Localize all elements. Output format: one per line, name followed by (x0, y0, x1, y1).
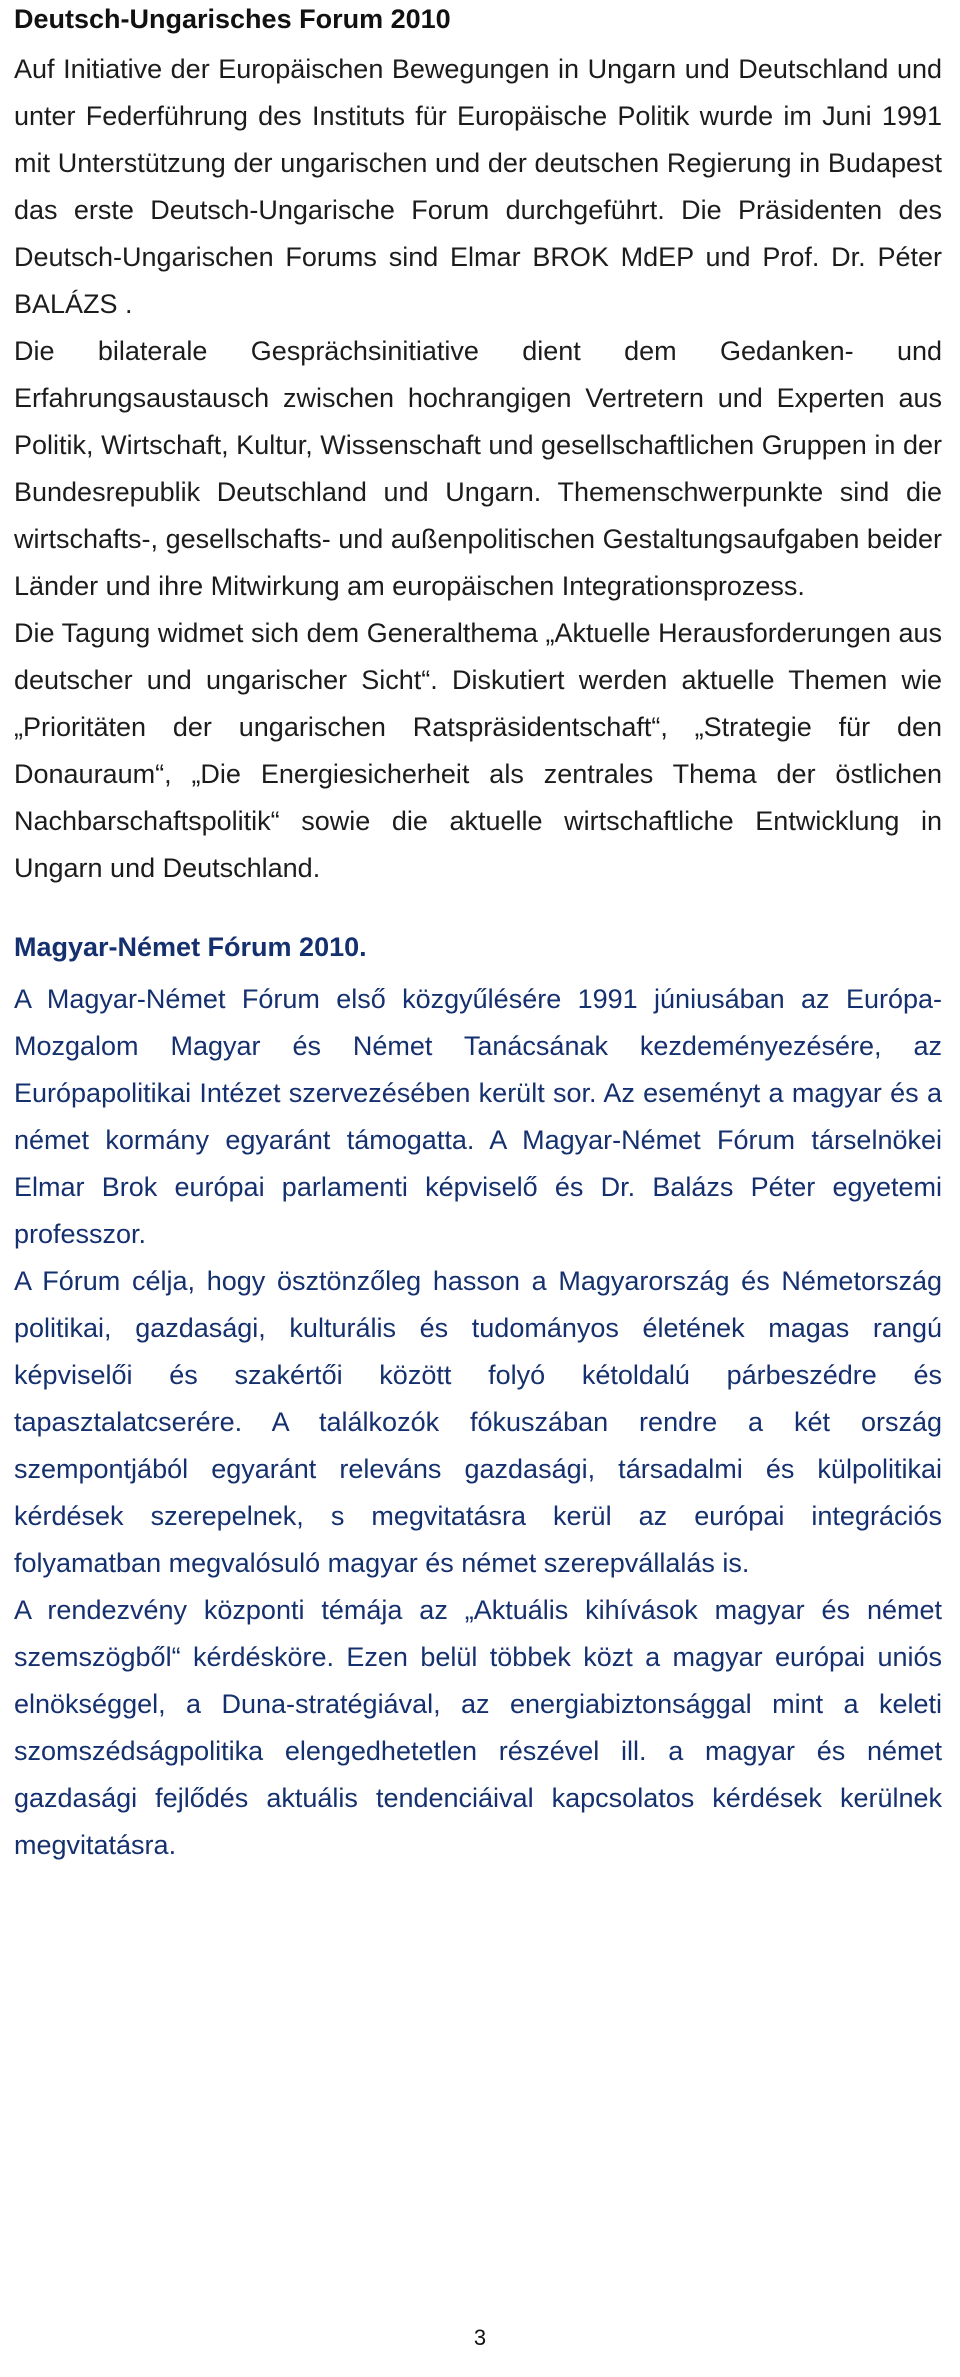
german-paragraph-1: Auf Initiative der Europäischen Bewegungen in Ungarn und Deutschland und unter Federführung des Instituts für Europäische Politik wurde im Juni 1991 mit Unterstützung der ungarischen und der deutschen Regierung in Budapest das erste Deutsch-Ungarische Forum durchgeführt. Die Präsidenten des Deutsch-Ungarischen Forums sind Elmar BROK MdEP und Prof. Dr. Péter BALÁZS . (14, 54, 942, 319)
hungarian-paragraph-3: A rendezvény központi témája az „Aktuális kihívások magyar és német szemszögből“ kérdésköre. Ezen belül többek közt a magyar európai uniós elnökséggel, a Duna-stratégiával, az energiabiztonsággal mint a keleti szomszédságpolitika elengedhetetlen részével ill. a magyar és német gazdasági fejlődés aktuális tendenciáival kapcsolatos kérdések kerülnek megvitatásra. (14, 1595, 942, 1860)
hungarian-section (14, 930, 942, 1869)
page-content (14, 0, 942, 1869)
german-paragraph-2: Die bilaterale Gesprächsinitiative dient dem Gedanken- und Erfahrungsaustausch zwischen hochrangigen Vertretern und Experten aus Politik, Wirtschaft, Kultur, Wissenschaft und gesellschaftlichen Gruppen in der Bundesrepublik Deutschland und Ungarn. Themenschwerpunkte sind die wirtschafts-, gesellschafts- und außenpolitischen Gestaltungsaufgaben beider Länder und ihre Mitwirkung am europäischen Integrationsprozess. (14, 336, 942, 601)
german-section (14, 2, 942, 892)
hungarian-paragraph-2: A Fórum célja, hogy ösztönzőleg hasson a Magyarország és Németország politikai, gazdasági, kulturális és tudományos életének magas rangú képviselői és szakértői között folyó kétoldalú párbeszédre és tapasztalatcserére. A találkozók fókuszában rendre a két ország szempontjából egyaránt releváns gazdasági, társadalmi és külpolitikai kérdések szerepelnek, s megvitatásra kerül az európai integrációs folyamatban megvalósuló magyar és német szerepvállalás is. (14, 1266, 942, 1578)
german-paragraph-3: Die Tagung widmet sich dem Generalthema „Aktuelle Herausforderungen aus deutscher und ungarischer Sicht“. Diskutiert werden aktuelle Themen wie „Prioritäten der ungarischen Ratspräsidentschaft“, „Strategie für den Donauraum“, „Die Energiesicherheit als zentrales Thema der östlichen Nachbarschaftspolitik“ sowie die aktuelle wirtschaftliche Entwicklung in Ungarn und Deutschland. (14, 618, 942, 883)
hungarian-title: Magyar-Német Fórum 2010. (14, 932, 367, 962)
page-number: 3 (473, 2325, 487, 2350)
german-title: Deutsch-Ungarisches Forum 2010 (14, 4, 451, 34)
hungarian-paragraph-1: A Magyar-Német Fórum első közgyűlésére 1991 júniusában az Európa-Mozgalom Magyar és Német Tanácsának kezdeményezésére, az Európapolitikai Intézet szervezésében került sor. Az eseményt a magyar és a német kormány egyaránt támogatta. A Magyar-Német Fórum társelnökei Elmar Brok európai parlamenti képviselő és Dr. Balázs Péter egyetemi professzor. (14, 984, 942, 1249)
